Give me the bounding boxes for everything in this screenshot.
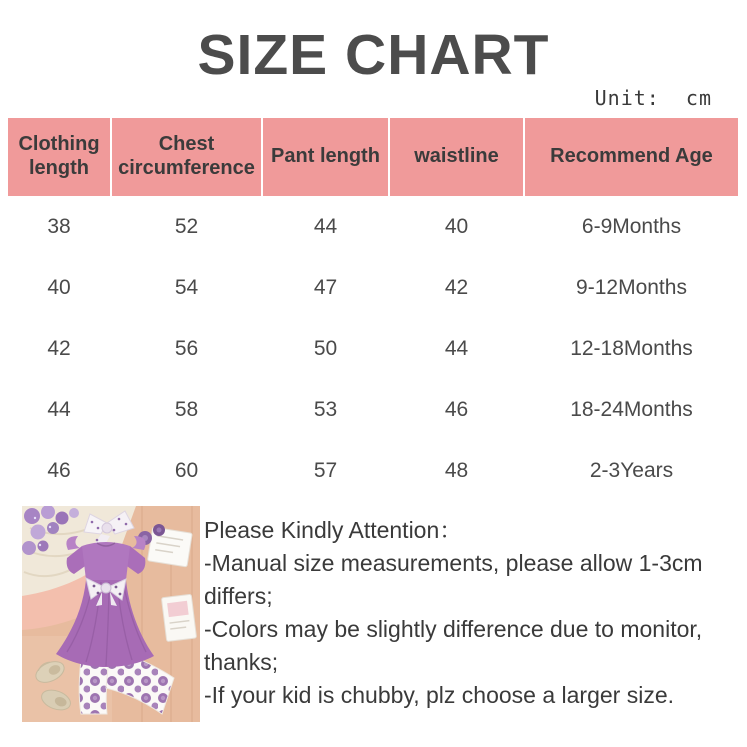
table-cell: 54 [174,275,199,299]
table-cell: 9-12Months [576,275,687,299]
product-photo-illustration [22,506,200,722]
product-photo [22,506,200,722]
table-cell: 58 [174,397,199,421]
attention-line: -If your kid is chubby, plz choose a larger size. [204,682,675,708]
table-cell: 52 [174,214,199,238]
table-cell: 40 [47,275,71,299]
table-cell: 44 [47,397,71,421]
table-cell: 56 [174,336,199,360]
page-title: SIZE CHART [197,23,550,87]
unit-label: Unit: cm [594,86,712,110]
table-cell: 53 [313,397,338,421]
attention-heading: Please Kindly Attention： [204,517,463,543]
attention-note [204,514,747,712]
table-cell: 2-3Years [589,458,674,482]
table-cell: 47 [313,275,338,299]
attention-line: -Manual size measurements, please allow 1-3cm [204,550,703,576]
table-cell: 50 [313,336,338,360]
column-header-pant-length: Pant length [263,118,388,196]
table-cell: 12-18Months [570,336,693,360]
attention-line: thanks; [204,649,279,675]
column-header-recommend-age: Recommend Age [525,118,738,196]
table-cell: 42 [47,336,71,360]
table-cell: 6-9Months [581,214,682,238]
attention-line: -Colors may be slightly difference due to monitor, [204,616,703,642]
column-header-waistline: waistline [390,118,523,196]
table-cell: 40 [444,214,469,238]
table-cell: 38 [47,214,71,238]
size-table [8,118,738,501]
table-cell: 46 [444,397,469,421]
table-cell: 60 [174,458,199,482]
table-cell: 44 [444,336,469,360]
table-cell: 48 [444,458,469,482]
column-header-clothing-length: Clothing length [8,118,110,196]
table-cell: 44 [313,214,338,238]
attention-line: differs; [204,583,273,609]
table-cell: 42 [444,275,469,299]
column-header-chest-circumference: Chest circumference [112,118,261,196]
table-cell: 18-24Months [570,397,693,421]
table-cell: 46 [47,458,71,482]
table-cell: 57 [313,458,338,482]
